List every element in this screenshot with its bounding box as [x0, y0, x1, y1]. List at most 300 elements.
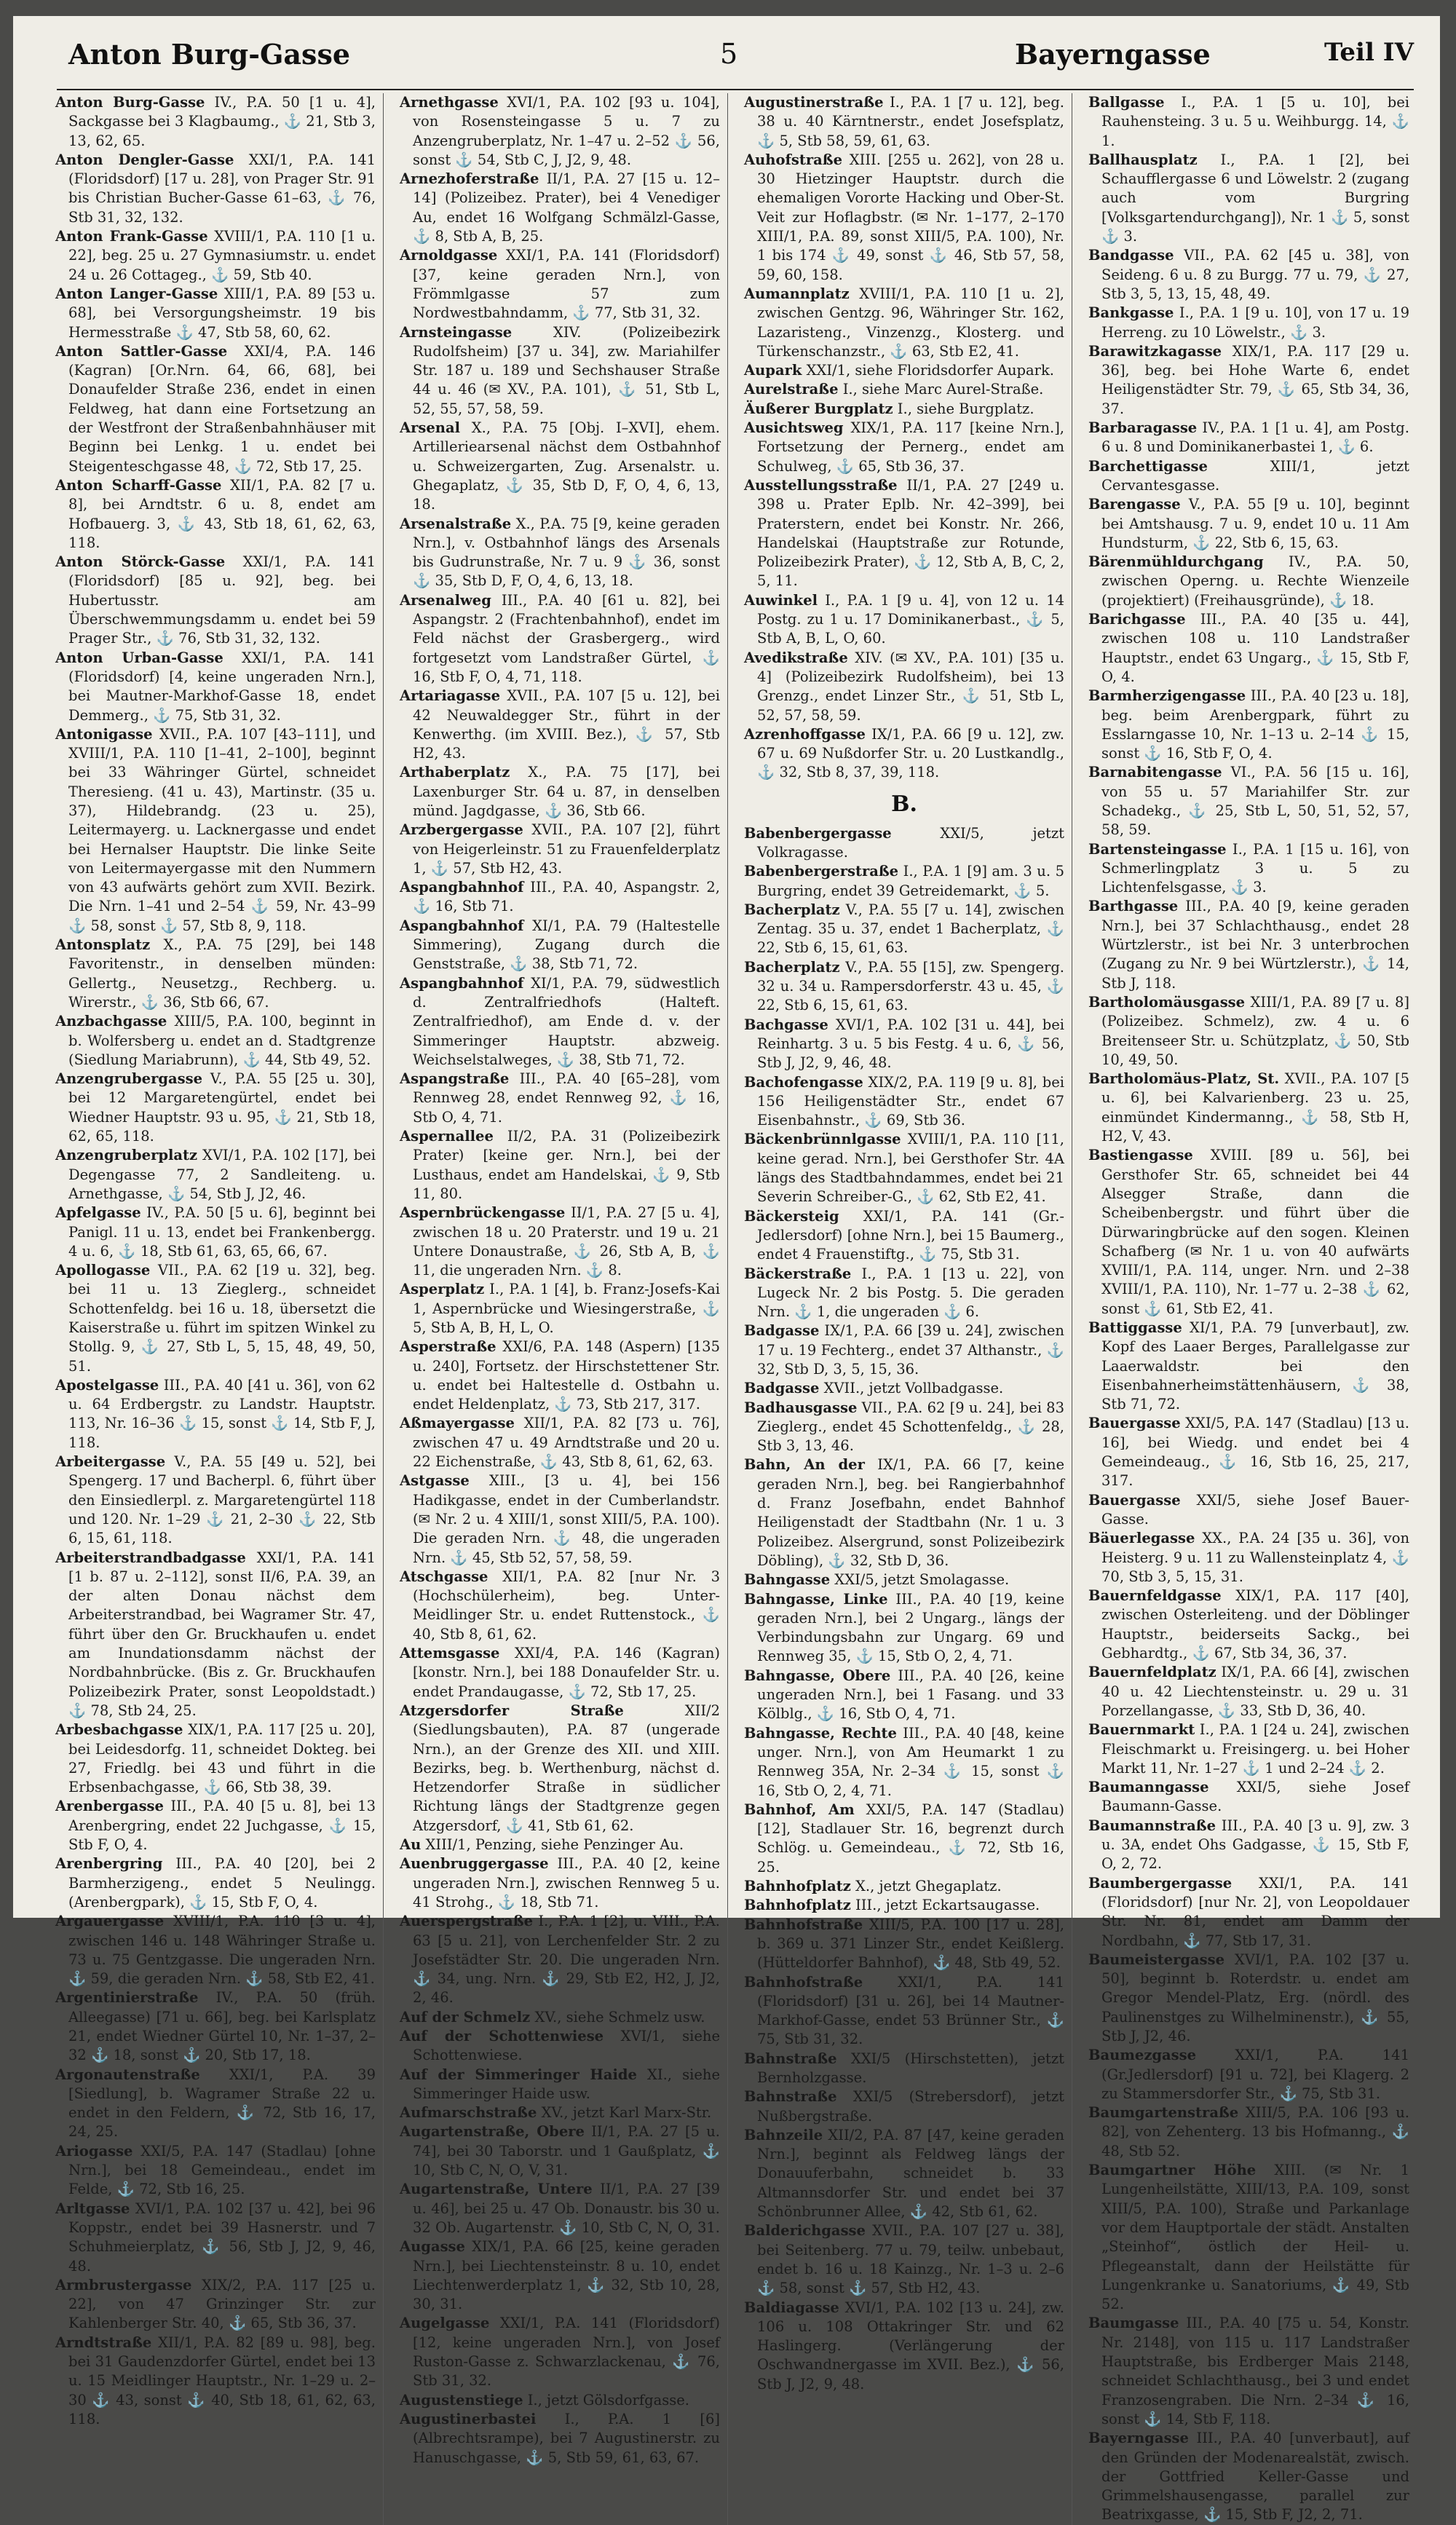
- street-entry: [1088, 2046, 1409, 2103]
- street-description: IV., P.A. 50, zwischen Operng. u. Rechte Wienzeile (projektiert) (Freihausgründe), ⚓ 18.: [1101, 553, 1409, 609]
- street-entry: [1088, 1529, 1409, 1586]
- street-entry: [1088, 495, 1409, 553]
- street-entry: [744, 1265, 1064, 1322]
- street-entry: [1088, 342, 1409, 419]
- street-description: XXI/5, P.A. 147 (Stadlau) [13 u. 16], bei Wiedg. und endet bei 4 Gemeindeaug., ⚓ 16, Stb 16, 25, 217, 317.: [1101, 1415, 1409, 1490]
- header-rule: [57, 89, 1414, 90]
- street-description: XIX/1, P.A. 66 [25, keine geraden Nrn.], bei Liechtensteinstr. 8 u. 10, endet Liechtenwerderplatz 1, ⚓ 32, Stb 10, 28, 30, 31.: [413, 2238, 720, 2313]
- street-entry: [55, 1146, 376, 1204]
- street-name: Bankgasse: [1088, 304, 1174, 322]
- street-name: Apfelgasse: [55, 1204, 141, 1222]
- street-description: XVIII. [89 u. 56], bei Gersthofer Str. 65, schneidet bei 44 Alsegger Straße, dann die Scheibenbergstr. und führt über die Dürwaringbrücke auf den sogen. Kleinen Schafberg (✉ Nr. 1 u. von 40 aufwärts XVIII/1, P.A. 114, unger. Nrn. und 2–38 XVIII/1, P.A. 110), Nr. 1–77 u. 2–38 ⚓ 62, sonst ⚓ 61, Stb E2, 41.: [1101, 1147, 1409, 1317]
- street-entry: [1088, 553, 1409, 610]
- street-name: Arsenalstraße: [400, 515, 512, 532]
- street-description: II/1, P.A. 27 [39 u. 46], bei 25 u. 47 Ob. Donaustr. bis 30 u. 32 Ob. Augartenstr. ⚓ 10, Stb C, N, O, 31.: [413, 2181, 720, 2236]
- street-name: Balderichgasse: [744, 2222, 866, 2240]
- street-entry: [400, 1471, 720, 1567]
- street-entry: [55, 227, 376, 285]
- street-entry: [400, 2410, 720, 2467]
- street-entry: [400, 2391, 720, 2410]
- street-entry: [400, 170, 720, 246]
- street-name: Bahnhofstraße: [744, 1973, 863, 1991]
- street-entry: [744, 725, 1064, 783]
- street-name: Badgasse: [744, 1380, 820, 1397]
- header-last-entry: Bayerngasse: [1015, 38, 1211, 71]
- street-entry: [400, 2027, 720, 2066]
- street-description: III., jetzt Eckartsaugasse.: [850, 1897, 1040, 1914]
- street-entry: [744, 901, 1064, 958]
- street-entry: [55, 1549, 376, 1721]
- street-name: Augustinerstraße: [744, 94, 884, 111]
- street-name: Arzbergergasse: [400, 821, 523, 839]
- street-entry: [744, 1590, 1064, 1667]
- street-description: IV., P.A. 1 [1 u. 4], am Postg. 6 u. 8 und Dominikanerbastei 1, ⚓ 6.: [1101, 419, 1409, 456]
- street-name: Anton Urban-Gasse: [55, 649, 223, 666]
- street-entry: [55, 1854, 376, 1912]
- street-name: Bahngasse, Linke: [744, 1590, 888, 1608]
- street-description: XI., siehe Simmeringer Haide usw.: [413, 2066, 720, 2102]
- street-description: IV., P.A. 50 [1 u. 4], Sackgasse bei 3 Klagbaumg., ⚓ 21, Stb 3, 13, 62, 65.: [68, 94, 376, 149]
- street-description: I., jetzt Gölsdorfgasse.: [523, 2391, 689, 2409]
- street-name: Bauernfeldgasse: [1088, 1587, 1222, 1605]
- street-name: Anton Scharff-Gasse: [55, 476, 222, 494]
- street-name: Bachgasse: [744, 1016, 828, 1033]
- street-description: XIX/2, P.A. 117 [25 u. 22], von 47 Grinzinger Str. zur Kahlenberger Str. 40, ⚓ 65, Stb 36, 37.: [68, 2276, 376, 2332]
- street-description: XXI/1, P.A. 141 (Floridsdorf) [nur Nr. 2], von Leopoldauer Str. Nr. 81, endet am Damm der Nordbahn, ⚓ 77, Stb 17, 31.: [1101, 1874, 1409, 1949]
- street-entry: [744, 93, 1064, 151]
- street-name: Barichgasse: [1088, 611, 1186, 628]
- street-name: Bauergasse: [1088, 1415, 1181, 1432]
- street-name: Bahnhofplatz: [744, 1897, 851, 1914]
- street-name: Bahnhof, Am: [744, 1801, 855, 1818]
- street-entry: [400, 2008, 720, 2027]
- street-name: Anton Frank-Gasse: [55, 228, 208, 245]
- street-description: III., P.A. 40 [75 u. 54, Konstr. Nr. 2148], von 115 u. 117 Landstraßer Hauptstraße, bis Erdberger Mais 2148, schneidet Schlachthausg., bei 3 und endet Franzosengraben. Die Nrn. 2–34 ⚓ 16, sonst ⚓ 14, Stb F, 118.: [1101, 2315, 1409, 2427]
- street-description: XXI/1, P.A. 141 (Floridsdorf) [17 u. 28], von Prager Str. 91 bis Christian Bucher-Gasse 61–63, ⚓ 76, Stb 31, 32, 132.: [68, 151, 376, 226]
- street-entry: [744, 1321, 1064, 1379]
- street-name: Äußerer Burgplatz: [744, 400, 893, 417]
- street-name: Apollogasse: [55, 1262, 151, 1279]
- street-entry: [400, 2314, 720, 2390]
- street-description: I., P.A. 1 [4], b. Franz-Josefs-Kai 1, Aspernbrücke und Wiesingerstraße, ⚓ 5, Stb A, B, H, L, O.: [413, 1281, 720, 1336]
- street-name: Avedikstraße: [744, 649, 848, 666]
- street-description: XXI/1, P.A. 141 (Floridsdorf) [12, keine ungeraden Nrn.], von Josef Ruston-Gasse z. Schwarzlackenau, ⚓ 76, Stb 31, 32.: [413, 2315, 720, 2390]
- street-entry: [744, 1724, 1064, 1801]
- street-description: VII., P.A. 62 [45 u. 38], von Seideng. 6 u. 8 zu Burgg. 77 u. 79, ⚓ 27, Stb 3, 5, 13, 15, 48, 49.: [1101, 247, 1409, 302]
- street-description: I., P.A. 1 [5 u. 10], bei Rauhensteing. 3 u. 5 u. Weihburgg. 14, ⚓ 1.: [1101, 94, 1409, 149]
- street-name: Bahngasse, Rechte: [744, 1724, 897, 1742]
- street-description: XVI/1, P.A. 102 [93 u. 104], von Rosensteingasse 5 u. 7 zu Anzengruberplatz, Nr. 1–47 u. 2–52 ⚓ 56, sonst ⚓ 54, Stb C, J, J2, 9, 48.: [413, 94, 720, 168]
- street-entry: [400, 246, 720, 323]
- street-entry: [55, 2276, 376, 2334]
- street-entry: [744, 1973, 1064, 2050]
- street-description: XII/1, P.A. 82 [89 u. 98], beg. bei 31 Gaudenzdorfer Gürtel, endet bei 13 u. 15 Meidlinger Hauptstr., Nr. 1–29 u. 2–30 ⚓ 43, sonst ⚓ 40, Stb 18, 61, 62, 63, 118.: [68, 2334, 376, 2427]
- street-name: Aumannplatz: [744, 285, 850, 302]
- street-description: IX/1, P.A. 66 [39 u. 24], zwischen 17 u. 19 Fechterg., endet 37 Althanstr., ⚓ 32, Stb D, 3, 5, 15, 36.: [757, 1322, 1064, 1378]
- street-entry: [400, 878, 720, 917]
- street-description: XXI/5 (Hirschstetten), jetzt Bernholzgasse.: [757, 2050, 1064, 2086]
- street-name: Augasse: [400, 2238, 465, 2256]
- street-entry: [744, 2050, 1064, 2088]
- street-entry: [744, 476, 1064, 591]
- street-description: XXI/5 (Strebersdorf), jetzt Nußbergstraße.: [757, 2088, 1064, 2125]
- street-description: XIII. (✉ Nr. 1 Lungenheilstätte, XIII/13, P.A. 109, sonst XIII/5, P.A. 100), Straße und Parkanlage vor dem Hauptportale der städt. Anstalten „Steinhof“, östlich der Heil- u. Pflegeanstalt, dann der Heilstätte für Lungenkranke u. Sanatoriums, ⚓ 49, Stb 52.: [1101, 2162, 1409, 2313]
- street-entry: [400, 1568, 720, 1644]
- street-description: XIII/5, P.A. 100, beginnt in b. Wolfersberg u. endet an d. Stadtgrenze (Siedlung Mariabrunn), ⚓ 44, Stb 49, 52.: [68, 1013, 376, 1068]
- column-3: [744, 93, 1072, 2525]
- street-entry: [1088, 763, 1409, 839]
- street-description: XVI/1, P.A. 102 [17], bei Degengasse 77, 2 Sandleiteng. u. Arnethgasse, ⚓ 54, Stb J, J2, 46.: [68, 1147, 376, 1202]
- street-name: Bauernfeldplatz: [1088, 1664, 1216, 1681]
- street-entry: [744, 285, 1064, 361]
- street-entry: [400, 419, 720, 514]
- street-entry: [400, 917, 720, 974]
- street-name: Bacherplatz: [744, 901, 840, 918]
- street-name: Bahnhofplatz: [744, 1878, 851, 1895]
- street-description: IX/1, P.A. 66 [9 u. 12], zw. 67 u. 69 Nußdorfer Str. u. 20 Lustkandlg., ⚓ 32, Stb 8, 37, 39, 118.: [757, 725, 1064, 781]
- street-entry: [55, 1797, 376, 1854]
- street-name: Ballgasse: [1088, 94, 1165, 111]
- street-description: IX/1, P.A. 66 [7, keine geraden Nrn.], beg. bei Rangierbahnhof d. Franz Josefbahn, endet Bahnhof Heiligenstadt der Stadtbahn (Nr. 1 u. 3 Polizeibez. Alsergrund, sonst Polizeibezirk Döbling), ⚓ 32, Stb D, 36.: [757, 1456, 1064, 1569]
- street-description: III., P.A. 40 [2, keine ungeraden Nrn.], zwischen Rennweg 5 u. 41 Strohg., ⚓ 18, Stb 71.: [413, 1855, 720, 1910]
- street-entry: [400, 1127, 720, 1204]
- street-description: XXI/4, P.A. 146 (Kagran) [Or.Nrn. 64, 66, 68], bei Donaufelder Straße 236, endet in einen Feldweg, hat dann eine Fortsetzung an der Westfront der Straßenbahnhäuser mit Beginn bei Lenkg. 1 u. endet bei Steigenteschgasse 48, ⚓ 72, Stb 17, 25.: [68, 342, 376, 475]
- street-description: XIII. [255 u. 262], von 28 u. 30 Hietzinger Hauptstr. durch die ehemaligen Vororte Hacking und Ober-St. Veit zur Hoflagbstr. (✉ Nr. 1–177, 2–170 XIII/1, P.A. 89, sonst XIII/5, P.A. 100), Nr. 1 bis 174 ⚓ 49, sonst ⚓ 46, Stb 57, 58, 59, 60, 158.: [757, 151, 1064, 283]
- street-description: XXI/5, P.A. 147 (Stadlau) [ohne Nrn.], bei 18 Gemeindeau., endet im Felde, ⚓ 72, Stb 16, 25.: [68, 2142, 376, 2198]
- street-name: Augelgasse: [400, 2315, 490, 2332]
- street-description: III., P.A. 40 [41 u. 36], von 62 u. 64 Erdbergstr. zu Landstr. Hauptstr. 113, Nr. 16–36 ⚓ 15, sonst ⚓ 14, Stb F, J, 118.: [68, 1376, 376, 1451]
- street-entry: [55, 1070, 376, 1146]
- page-number: 5: [720, 38, 738, 70]
- street-name: Badhausgasse: [744, 1399, 858, 1416]
- street-description: XVIII/1, P.A. 110 [3 u. 4], zwischen 146 u. 148 Währinger Straße u. 73 u. 75 Gentzgasse. Die ungeraden Nrn. ⚓ 59, die geraden Nrn. ⚓ 58, Stb E2, 41.: [68, 1913, 376, 1988]
- street-description: XV., jetzt Karl Marx-Str.: [537, 2104, 712, 2122]
- street-entry: [744, 824, 1064, 863]
- street-entry: [400, 1070, 720, 1127]
- street-description: XIII/5, P.A. 106 [93 u. 82], von Zehenterg. 13 bis Hofmanng., ⚓ 48, Stb 52.: [1101, 2104, 1409, 2160]
- street-entry: [1088, 1720, 1409, 1778]
- street-description: XVIII/1, P.A. 110 [1 u. 2], zwischen Gentzg. 96, Währinger Str. 162, Lazaristeng., Vinzenzg., Klosterg. und Türkenschanzstr., ⚓ 63, Stb E2, 41.: [757, 285, 1064, 360]
- street-description: XXI/5, P.A. 147 (Stadlau) [12], Stadlauer Str. 16, begrenzt durch Schlög. u. Gemeindeau., ⚓ 72, Stb 16, 25.: [757, 1801, 1064, 1876]
- street-name: Anzbachgasse: [55, 1013, 167, 1030]
- street-description: III., P.A. 40 [3 u. 9], zw. 3 u. 3A, endet Ohs Gadgasse, ⚓ 15, Stb F, O, 2, 72.: [1101, 1817, 1409, 1873]
- street-name: Aurelstraße: [744, 381, 839, 398]
- street-description: XI/1, P.A. 79 [unverbaut], zw. Kopf des Laaer Berges, Parallelgasse zur Laaerwaldstr. bei den Eisenbahnerheimstättenhäusern, ⚓ 38, Stb 71, 72.: [1101, 1319, 1409, 1413]
- street-description: XII/2 (Siedlungsbauten), P.A. 87 (ungerade Nrn.), an der Grenze des XII. und XIII. Bezirks, beg. b. Werthenburg, nächst d. Hetzendorfer Straße in südlicher Richtung längs der Stadtgrenze gegen Atzgersdorf, ⚓ 41, Stb 61, 62.: [413, 1702, 720, 1834]
- street-description: XXI/6, P.A. 148 (Aspern) [135 u. 240], Fortsetz. der Hirschstettener Str. u. endet bei Haltestelle d. Ostbahn u. endet Heldenplatz, ⚓ 73, Stb 217, 317.: [413, 1338, 720, 1413]
- street-description: XXI/1, P.A. 141 (Floridsdorf) [4, keine ungeraden Nrn.], bei Mautner-Markhof-Gasse 18, endet Demmerg., ⚓ 75, Stb 31, 32.: [68, 649, 376, 724]
- street-description: XXI/1, P.A. 141 (Floridsdorf) [31 u. 26], bei 14 Mautner-Markhof-Gasse, endet 53 Brünner Str., ⚓ 75, Stb 31, 32.: [757, 1973, 1064, 2048]
- street-name: Aspangbahnhof: [400, 917, 524, 934]
- street-name: Bandgasse: [1088, 247, 1174, 264]
- street-entry: [744, 2126, 1064, 2221]
- column-4: [1088, 93, 1417, 2525]
- street-name: Anton Burg-Gasse: [55, 94, 205, 111]
- street-name: Bahnzeile: [744, 2126, 823, 2143]
- street-description: IV., P.A. 50 (früh. Alleegasse) [71 u. 66], beg. bei Karlsplatz 21, endet Wiedner Gürtel 10, Nr. 1–37, 2–32 ⚓ 18, sonst ⚓ 20, Stb 17, 18.: [68, 1989, 376, 2064]
- street-description: V., P.A. 55 [15], zw. Spengerg. 32 u. 34 u. Rampersdorferstr. 43 u. 45, ⚓ 22, Stb 6, 15, 61, 63.: [757, 958, 1064, 1014]
- street-entry: [55, 342, 376, 476]
- street-description: XX., P.A. 24 [35 u. 36], von Heisterg. 9 u. 11 zu Wallensteinplatz 4, ⚓ 70, Stb 3, 5, 15, 31.: [1101, 1530, 1409, 1585]
- street-name: Barawitzkagasse: [1088, 342, 1222, 360]
- street-name: Baumgasse: [1088, 2315, 1179, 2332]
- street-entry: [400, 1280, 720, 1337]
- street-name: Bachofengasse: [744, 1073, 863, 1091]
- street-entry: [55, 1453, 376, 1548]
- street-entry: [400, 1702, 720, 1836]
- street-description: XVII., jetzt Vollbadgasse.: [819, 1380, 1004, 1397]
- street-entry: [400, 2066, 720, 2104]
- street-name: Babenbergergasse: [744, 824, 892, 842]
- street-description: VII., P.A. 62 [9 u. 24], bei 83 Zieglerg., endet 45 Schottenfeldg., ⚓ 28, Stb 3, 13, 46.: [757, 1399, 1064, 1455]
- street-name: Auf der Schmelz: [400, 2008, 531, 2026]
- street-description: XIX/1, P.A. 117 [25 u. 20], bei Leidesdorfg. 11, schneidet Dokteg. bei 27, Friedlg. bei 43 und führt in die Erbsenbachgasse, ⚓ 66, Stb 38, 39.: [68, 1721, 376, 1796]
- street-name: Arnoldgasse: [400, 247, 498, 264]
- street-entry: [744, 2221, 1064, 2298]
- street-description: XXI/5, jetzt Smolagasse.: [830, 1571, 1010, 1589]
- street-entry: [1088, 304, 1409, 342]
- street-description: XXI/4, P.A. 146 (Kagran) [konstr. Nrn.], bei 188 Donaufelder Str. u. endet Prandaugasse, ⚓ 72, Stb 17, 25.: [413, 1645, 720, 1700]
- street-entry: [400, 974, 720, 1070]
- street-entry: [1088, 1951, 1409, 2046]
- street-description: III., P.A. 40 [48, keine unger. Nrn.], von Am Heumarkt 1 zu Rennweg 35A, Nr. 2–34 ⚓ 15, sonst ⚓ 16, Stb O, 2, 4, 71.: [757, 1724, 1064, 1799]
- street-name: Aspernbrückengasse: [400, 1204, 566, 1222]
- street-description: II/1, P.A. 27 [15 u. 12–14] (Polizeibez. Prater), bei 4 Venediger Au, endet 16 Wolfgang Schmälzl-Gasse, ⚓ 8, Stb A, B, 25.: [413, 170, 720, 245]
- street-entry: [400, 1912, 720, 2007]
- street-description: X., P.A. 75 [17], bei Laxenburger Str. 64 u. 87, in denselben münd. Jagdgasse, ⚓ 36, Stb 66.: [413, 764, 720, 819]
- street-name: Bacherplatz: [744, 958, 840, 976]
- street-description: XIX/2, P.A. 119 [9 u. 8], bei 156 Heiligenstädter Str., endet 67 Eisenbahnstr., ⚓ 69, Stb 36.: [757, 1073, 1064, 1129]
- street-name: Bartholomäus-Platz, St.: [1088, 1070, 1280, 1088]
- street-name: Auerspergstraße: [400, 1913, 534, 1930]
- header-first-entry: Anton Burg-Gasse: [68, 38, 351, 71]
- street-name: Au: [400, 1836, 422, 1854]
- street-description: XII/1, P.A. 82 [73 u. 76], zwischen 47 u. 49 Arndtstraße und 20 u. 22 Eichenstraße, ⚓ 43, Stb 8, 61, 62, 63.: [413, 1415, 720, 1471]
- street-entry: [55, 1720, 376, 1797]
- street-description: XXI/1, P.A. 39 [Siedlung], b. Wagramer Straße 22 u. endet in den Feldern, ⚓ 72, Stb 16, 17, 24, 25.: [68, 2066, 376, 2141]
- street-description: XVI/1, P.A. 102 [37 u. 50], beginnt b. Roterdstr. u. endet am Gregor Mendel-Platz, Erg. (nördl. des Paulinenstges zu Wilhelminenstr.), ⚓ 55, Stb J, J2, 46.: [1101, 1951, 1409, 2044]
- street-description: II/2, P.A. 31 (Polizeibezirk Prater) [keine ger. Nrn.], bei der Lusthaus, endet am Handelskai, ⚓ 9, Stb 11, 80.: [413, 1128, 720, 1202]
- street-name: Badgasse: [744, 1322, 820, 1340]
- street-entry: [744, 1916, 1064, 1973]
- street-entry: [744, 1455, 1064, 1570]
- street-entry: [1088, 419, 1409, 457]
- street-description: XIII/1, Penzing, siehe Penzinger Au.: [421, 1836, 684, 1854]
- street-description: I., siehe Marc Aurel-Straße.: [838, 381, 1044, 398]
- street-description: X., P.A. 75 [29], bei 148 Favoritenstr., in denselben münden: Gellertg., Neusetzg., Rechberg. u. Wirerstr., ⚓ 36, Stb 66, 67.: [68, 936, 376, 1011]
- street-name: Artariagasse: [400, 687, 500, 705]
- street-entry: [744, 1207, 1064, 1265]
- street-description: XIII/1, P.A. 89 [53 u. 68], bei Versorgungsheimstr. 19 bis Hermesstraße ⚓ 47, Stb 58, 60, 62.: [68, 285, 376, 341]
- street-description: III., P.A. 40 [26, keine ungeraden Nrn.], bei 1 Fasang. und 33 Kölblg., ⚓ 16, Stb O, 4, 71.: [757, 1667, 1064, 1723]
- street-name: Ausstellungsstraße: [744, 476, 898, 494]
- street-entry: [1088, 2103, 1409, 2161]
- street-description: III., P.A. 40 [19, keine geraden Nrn.], bei 2 Ungarg., längs der Verbindungsbahn zur Ungarg. 69 und Rennweg 35, ⚓ 15, Stb O, 2, 4, 71.: [757, 1590, 1064, 1665]
- street-entry: [55, 1012, 376, 1070]
- street-entry: [1088, 2161, 1409, 2314]
- street-description: XVIII/1, P.A. 110 [11, keine gerad. Nrn.], bei Gersthofer Str. 4A längs des Stadtbahndammes, endet bei 21 Severin Schreiber-G., ⚓ 62, Stb E2, 41.: [757, 1131, 1064, 1206]
- street-description: X., jetzt Ghegaplatz.: [850, 1878, 1002, 1895]
- street-description: XVI/1, P.A. 102 [13 u. 24], zw. 106 u. 108 Ottakringer Str. und 62 Haslingerg. (Verlängerung der Oschwandnergasse im XVII. Bez.), ⚓ 56, Stb J, J2, 9, 48.: [757, 2299, 1064, 2392]
- street-description: XIV. (Polizeibezirk Rudolfsheim) [37 u. 34], zw. Mariahilfer Str. 187 u. 189 und Sechshauser Straße 44 u. 46 (✉ XV., P.A. 101), ⚓ 51, Stb L, 52, 55, 57, 58, 59.: [413, 323, 720, 417]
- street-name: Aspangstraße: [400, 1070, 510, 1088]
- street-name: Auwinkel: [744, 591, 818, 609]
- street-description: III., P.A. 40 [5 u. 8], bei 13 Arenbergring, endet 22 Juchgasse, ⚓ 15, Stb F, O, 4.: [68, 1798, 376, 1854]
- street-entry: [55, 1204, 376, 1261]
- street-entry: [400, 687, 720, 763]
- street-entry: [55, 1261, 376, 1376]
- street-name: Babenbergerstraße: [744, 863, 899, 880]
- street-entry: [400, 1414, 720, 1471]
- street-name: Auf der Schottenwiese: [400, 2027, 604, 2044]
- column-2: [400, 93, 728, 2525]
- street-name: Bartensteingasse: [1088, 840, 1227, 858]
- street-description: XIV. (✉ XV., P.A. 101) [35 u. 4] (Polizeibezirk Rudolfsheim), bei 13 Grenzg., endet Linzer Str., ⚓ 51, Stb L, 52, 57, 58, 59.: [757, 649, 1064, 724]
- street-entry: [744, 1016, 1064, 1073]
- street-name: Barchettigasse: [1088, 457, 1208, 475]
- directory-page: [13, 16, 1440, 2524]
- street-name: Arnezhoferstraße: [400, 170, 539, 188]
- street-entry: [400, 1204, 720, 1280]
- street-description: IX/1, P.A. 66 [4], zwischen 40 u. 42 Liechtensteinstr. u. 29 u. 31 Porzellangasse, ⚓ 33, Stb D, 36, 40.: [1101, 1664, 1409, 1719]
- street-description: I., P.A. 1 [7 u. 12], beg. 38 u. 40 Kärntnerstr., endet Josefsplatz, ⚓ 5, Stb 58, 59, 61, 63.: [757, 94, 1064, 149]
- street-name: Arbeiterstrandbadgasse: [55, 1549, 246, 1566]
- street-name: Bäckersteig: [744, 1207, 839, 1225]
- street-entry: [1088, 610, 1409, 687]
- street-description: III., P.A. 40 [9, keine geraden Nrn.], bei 37 Schlachthausg., endet 28 Würtzlerstr., ist bei Nr. 3 unterbrochen (Zugang zu Nr. 9 bei Würtzlerstr.), ⚓ 14, Stb J, 118.: [1101, 898, 1409, 992]
- street-entry: [400, 1836, 720, 1854]
- street-name: Arenbergring: [55, 1855, 163, 1873]
- street-entry: [55, 2066, 376, 2142]
- street-description: XXI/1, siehe Floridsdorfer Aupark.: [802, 362, 1054, 379]
- entry-columns: [55, 93, 1417, 2524]
- street-entry: [400, 2122, 720, 2180]
- street-entry: [1088, 1874, 1409, 1951]
- street-description: XV., siehe Schmelz usw.: [530, 2008, 705, 2026]
- street-description: XVII., P.A. 107 [43–111], und XVIII/1, P.A. 110 [1–41, 2–100], beginnt bei 33 Währinger Gürtel, schneidet Theresieng. (41 u. 43), Martinstr. (35 u. 37), Hildebrandg. (23 u. 25), Leitermayerg. u. Lacknergasse und endet bei Hernalser Hauptstr. Die linke Seite von Leitermayergasse mit den Nummern von 43 aufwärts gehört zum XVII. Bezirk. Die Nrn. 1–41 und 2–54 ⚓ 59, Nr. 43–99 ⚓ 58, sonst ⚓ 57, Stb 8, 9, 118.: [68, 725, 376, 934]
- street-name: Baumannstraße: [1088, 1817, 1216, 1834]
- street-name: Astgasse: [400, 1472, 470, 1490]
- street-description: I., P.A. 1 [24 u. 24], zwischen Fleischmarkt u. Freisingerg. u. bei Hoher Markt 11, Nr. 1–27 ⚓ 1 und 2–24 ⚓ 2.: [1101, 1721, 1409, 1777]
- street-description: III., P.A. 40 [65–28], vom Rennweg 28, endet Rennweg 92, ⚓ 16, Stb O, 4, 71.: [413, 1070, 720, 1126]
- street-entry: [1088, 1146, 1409, 1319]
- street-description: XXI/5, siehe Josef Bauer-Gasse.: [1101, 1491, 1409, 1528]
- street-entry: [744, 649, 1064, 725]
- street-description: XIII/1, jetzt Cervantesgasse.: [1101, 457, 1409, 494]
- street-description: XIX/1, P.A. 117 [keine Nrn.], Fortsetzung der Pernerg., endet am Schulweg, ⚓ 65, Stb 36, 37.: [757, 419, 1064, 475]
- street-entry: [1088, 457, 1409, 496]
- street-entry: [744, 1379, 1064, 1398]
- street-entry: [1088, 1817, 1409, 1874]
- street-name: Bäckerstraße: [744, 1265, 852, 1282]
- street-name: Argonautenstraße: [55, 2066, 200, 2083]
- street-description: XIX/1, P.A. 117 [29 u. 36], beg. bei Hohe Warte 6, endet Heiligenstädter Str. 79, ⚓ 65, Stb 34, 36, 37.: [1101, 342, 1409, 417]
- street-description: XXI/1, P.A. 141 [1 b. 87 u. 2–112], sonst II/6, P.A. 39, an der alten Donau nächst dem Arbeiterstrandbad, bei Wagramer Str. 47, führt über den Gr. Bruckhaufen u. endet am Inundationsdamm nächst der Nordbahnbrücke. (Bis z. Gr. Bruckhaufen Polizeibezirk Prater, sonst Leopoldstadt.) ⚓ 78, Stb 24, 25.: [68, 1549, 376, 1719]
- street-name: Anton Dengler-Gasse: [55, 151, 234, 168]
- street-name: Bahn, An der: [744, 1456, 865, 1474]
- street-entry: [1088, 1070, 1409, 1146]
- street-entry: [744, 958, 1064, 1016]
- street-description: XII/2, P.A. 87 [47, keine geraden Nrn.], beginnt als Feldweg längs der Donauuferbahn, schneidet b. 33 Altmannsdorfer Str. und endet bei 37 Schönbrunner Allee, ⚓ 42, Stb 61, 62.: [757, 2126, 1064, 2221]
- street-name: Asperstraße: [400, 1338, 496, 1356]
- street-name: Baumgartner Höhe: [1088, 2162, 1257, 2179]
- street-name: Apostelgasse: [55, 1376, 159, 1394]
- street-name: Augartenstraße, Obere: [400, 2123, 585, 2141]
- street-name: Anton Langer-Gasse: [55, 285, 218, 302]
- street-name: Argauergasse: [55, 1913, 165, 1930]
- street-description: I., P.A. 1 [15 u. 16], von Schmerlingplatz 3 u. 5 zu Lichtenfelsgasse, ⚓ 3.: [1101, 840, 1409, 896]
- street-name: Aspangbahnhof: [400, 879, 524, 896]
- street-name: Baumeistergasse: [1088, 1951, 1225, 1968]
- street-name: Argentinierstraße: [55, 1989, 199, 2007]
- street-description: X., P.A. 75 [9, keine geraden Nrn.], v. Ostbahnhof längs des Arsenals bis Gudrunstraße, Nr. 7 u. 9 ⚓ 36, sonst ⚓ 35, Stb D, F, O, 4, 6, 13, 18.: [413, 515, 720, 590]
- street-entry: [1088, 1491, 1409, 1530]
- street-name: Arbesbachgasse: [55, 1721, 183, 1739]
- street-description: II/1, P.A. 27 [5 u. 74], bei 30 Taborstr. und 1 Gaußplatz, ⚓ 10, Stb C, N, O, V, 31.: [413, 2123, 720, 2179]
- street-entry: [744, 591, 1064, 649]
- street-name: Baumezgasse: [1088, 2047, 1197, 2064]
- street-description: XIX/1, P.A. 117 [40], zwischen Osterleiteng. und der Döblinger Hauptstr., beiderseits Sackg., bei Gebhardtg., ⚓ 67, Stb 34, 36, 37.: [1101, 1587, 1409, 1662]
- street-name: Augustenstiege: [400, 2391, 523, 2409]
- street-name: Baumanngasse: [1088, 1779, 1209, 1796]
- street-name: Aupark: [744, 362, 802, 379]
- street-description: III., P.A. 40 [35 u. 44], zwischen 108 u. 110 Landstraßer Hauptstr., endet 63 Ungarg., ⚓ 15, Stb F, O, 4.: [1101, 611, 1409, 685]
- street-name: Asperplatz: [400, 1281, 485, 1298]
- street-entry: [1088, 840, 1409, 898]
- street-description: III., P.A. 40, Aspangstr. 2, ⚓ 16, Stb 71.: [413, 879, 720, 915]
- street-description: VI., P.A. 56 [15 u. 16], von 55 u. 57 Mariahilfer Str. zur Schadekg., ⚓ 25, Stb L, 50, 51, 52, 57, 58, 59.: [1101, 764, 1409, 839]
- street-description: XVI/1, siehe Schottenwiese.: [413, 2027, 720, 2064]
- street-description: I., P.A. 1 [9] am. 3 u. 5 Burgring, endet 39 Getreidemarkt, ⚓ 5.: [757, 863, 1064, 899]
- street-description: I., siehe Burgplatz.: [893, 400, 1034, 417]
- street-description: III., P.A. 40 [23 u. 18], beg. beim Arenbergpark, führt zu Esslarngasse 10, Nr. 1–13 u. 2–14 ⚓ 15, sonst ⚓ 16, Stb F, O, 4.: [1101, 687, 1409, 762]
- street-name: Arenbergasse: [55, 1798, 164, 1815]
- street-entry: [1088, 687, 1409, 763]
- street-entry: [55, 476, 376, 553]
- street-entry: [744, 380, 1064, 399]
- street-entry: [744, 2087, 1064, 2126]
- street-description: I., P.A. 1 [2], u. VIII., P.A. 63 [5 u. 21], von Lerchenfelder Str. 2 zu Josefstädter Str. 20. Die ungeraden Nrn. ⚓ 34, ung. Nrn. ⚓ 29, Stb E2, H2, J, J2, 2, 46.: [413, 1913, 720, 2007]
- street-name: Azrenhoffgasse: [744, 725, 866, 743]
- street-description: II/1, P.A. 27 [5 u. 4], zwischen 18 u. 20 Praterstr. und 19 u. 21 Untere Donaustraße, ⚓ 26, Stb A, B, ⚓ 11, die ungeraden Nrn. ⚓ 8.: [413, 1204, 720, 1279]
- street-entry: [744, 1399, 1064, 1456]
- street-description: XXI/1, P.A. 141 (Floridsdorf) [37, keine geraden Nrn.], von Frömmlgasse 57 zum Nordwestbahndamm, ⚓ 77, Stb 31, 32.: [413, 247, 720, 322]
- street-name: Bastiengasse: [1088, 1147, 1193, 1164]
- street-name: Bayerngasse: [1088, 2430, 1189, 2447]
- street-name: Ballhausplatz: [1088, 151, 1198, 168]
- street-description: XXI/1, P.A. 141 (Floridsdorf) [85 u. 92], beg. bei Hubertusstr. am Überschwemmungsdamm u. endet bei 59 Prager Str., ⚓ 76, Stb 31, 32, 132.: [68, 553, 376, 647]
- street-entry: [55, 1912, 376, 1988]
- street-description: III., P.A. 40 [unverbaut], auf den Gründen der Modenarealstät, zwisch. der Gottfried Keller-Gasse und Grimmelshausengasse, parallel zur Beatrixgasse, ⚓ 15, Stb F, J2, 2, 71.: [1101, 2430, 1409, 2524]
- street-entry: [1088, 897, 1409, 992]
- street-description: XVII., P.A. 107 [27 u. 38], bei Seitenberg. 77 u. 79, teilw. unbebaut, endet b. 16 u. 18 Kainzg., Nr. 1–3 u. 2–6 ⚓ 58, sonst ⚓ 57, Stb H2, 43.: [757, 2222, 1064, 2297]
- street-entry: [744, 2299, 1064, 2394]
- street-name: Auenbruggergasse: [400, 1855, 549, 1873]
- street-description: XI/1, P.A. 79, südwestlich d. Zentralfriedhofs (Halteft. Zentralfriedhof), am Ende d. v. der Simmeringer Hauptstr. abzweig. Weichselstalweges, ⚓ 38, Stb 71, 72.: [413, 974, 720, 1068]
- street-name: Bahnstraße: [744, 2050, 837, 2067]
- street-description: XXI/1, P.A. 141 (Gr.-Jedlersdorf) [ohne Nrn.], bei 15 Baumerg., endet 4 Frauenstiftg., ⚓ 75, Stb 31.: [757, 1207, 1064, 1263]
- page-header: [39, 38, 1414, 86]
- street-name: Bauernmarkt: [1088, 1721, 1195, 1739]
- street-entry: [1088, 1663, 1409, 1720]
- street-description: I., P.A. 1 [6] (Albrechtsrampe), bei 7 Augustinerstr. zu Hanuschgasse, ⚓ 5, Stb 59, 61, 63, 67.: [413, 2410, 720, 2466]
- street-name: Barbaragasse: [1088, 419, 1198, 437]
- street-entry: [55, 1376, 376, 1453]
- street-name: Aspangbahnhof: [400, 974, 524, 992]
- street-description: XI/1, P.A. 79 (Haltestelle Simmering), Zugang durch die Genststraße, ⚓ 38, Stb 71, 72.: [413, 917, 720, 973]
- street-description: I., P.A. 1 [9 u. 4], von 12 u. 14 Postg. zu 1 u. 17 Dominikanerbast., ⚓ 5, Stb A, B, L, O, 60.: [757, 591, 1064, 647]
- column-1: [55, 93, 384, 2525]
